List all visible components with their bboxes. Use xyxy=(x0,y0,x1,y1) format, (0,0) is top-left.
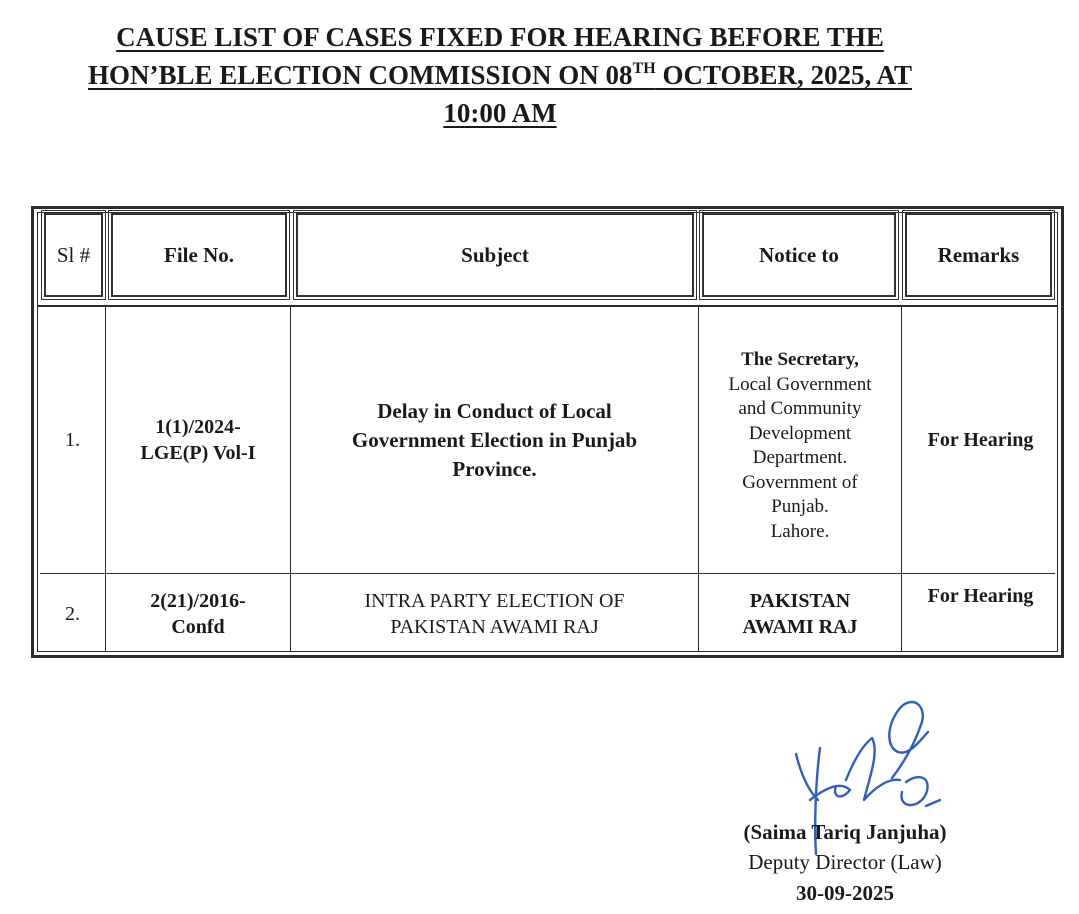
page-title xyxy=(40,18,960,132)
column-header-sl: Sl # xyxy=(44,213,103,297)
row-serial: 1. xyxy=(65,429,80,451)
signatory-name: (Saima Tariq Janjuha) xyxy=(743,820,947,844)
title-line-2 xyxy=(40,56,960,94)
file-number: 2(21)/2016- Confd xyxy=(150,590,246,638)
subject-text: INTRA PARTY ELECTION OF PAKISTAN AWAMI RAJ xyxy=(364,590,625,638)
remarks-text: For Hearing xyxy=(927,429,1034,451)
title-line-2-end: OCTOBER, 2025, AT xyxy=(655,60,912,90)
remarks-text: For Hearing xyxy=(927,585,1034,607)
file-number: 1(1)/2024- LGE(P) Vol-I xyxy=(140,416,256,464)
column-header-remarks: Remarks xyxy=(905,213,1052,297)
cause-list-table xyxy=(31,206,1064,658)
signature-date: 30-09-2025 xyxy=(796,881,894,905)
notice-recipient: PAKISTAN AWAMI RAJ xyxy=(742,590,858,638)
title-line-2-start: HON’BLE ELECTION COMMISSION ON 08 xyxy=(87,60,633,90)
title-line-3: 10:00 AM xyxy=(443,98,557,128)
title-superscript: TH xyxy=(632,60,656,77)
subject-text: Delay in Conduct of Local Government Election in Punjab Province. xyxy=(351,398,638,481)
column-header-subject: Subject xyxy=(296,213,694,297)
title-line-1: CAUSE LIST OF CASES FIXED FOR HEARING BEFORE THE xyxy=(116,22,884,52)
row-serial: 2. xyxy=(65,603,80,625)
notice-recipient: The Secretary, Local Government and Community Development Department. Government of Punjab. Lahore. xyxy=(728,349,872,542)
column-header-notice-to: Notice to xyxy=(702,213,896,297)
signature-block xyxy=(700,818,990,908)
column-header-file-no: File No. xyxy=(111,213,287,297)
row-divider xyxy=(40,573,1055,574)
signatory-designation: Deputy Director (Law) xyxy=(748,850,942,874)
